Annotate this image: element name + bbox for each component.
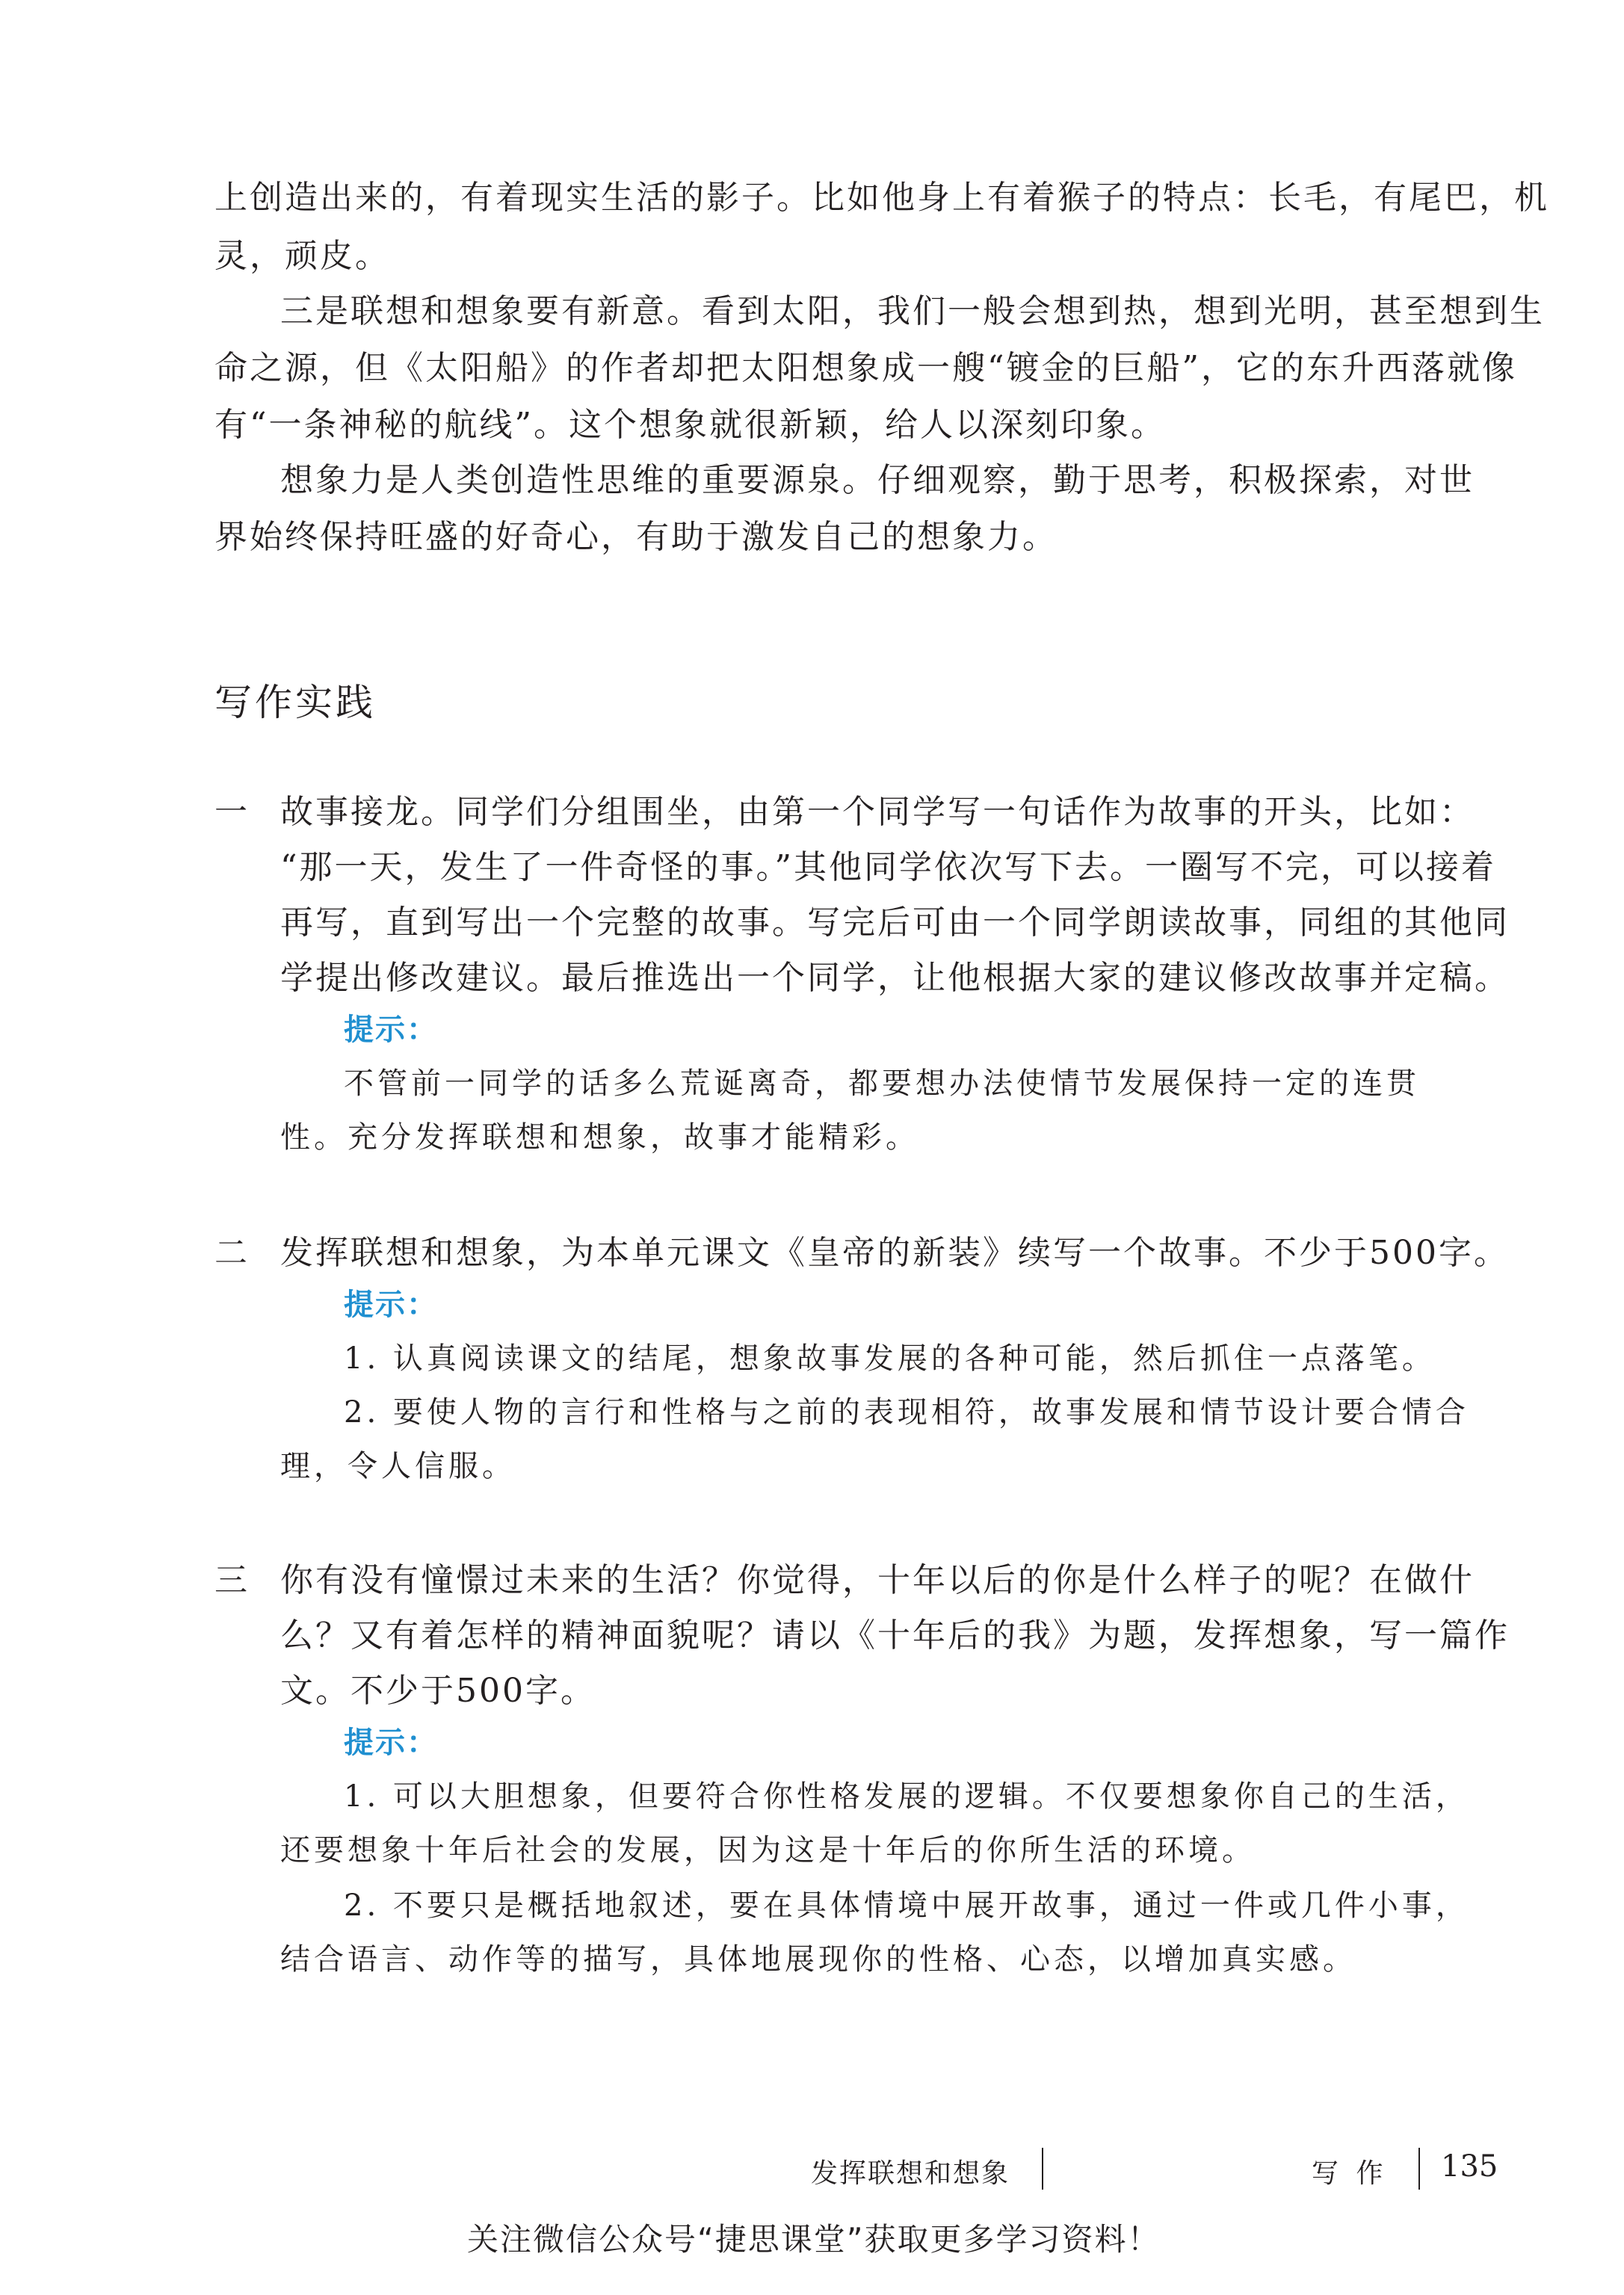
item-1-hint-line-2: 性。充分发挥联想和想象，故事才能精彩。 [280,1120,919,1155]
section-heading: 写作实践 [214,681,376,724]
intro-line-2: 灵，顽皮。 [214,237,390,275]
item-3-hint-label: 提示： [344,1726,438,1760]
intro-line-3: 三是联想和想象要有新意。看到太阳，我们一般会想到热，想到光明，甚至想到生 [280,292,1545,330]
item-1-line-2: “那一天，发生了一件奇怪的事。”其他同学依次写下去。一圈写不完，可以接着 [280,848,1496,886]
footer-section: 写 作 [1312,2158,1388,2189]
item-3-line-1: 你有没有憧憬过未来的生活？你觉得，十年以后的你是什么样子的呢？在做什 [280,1561,1475,1599]
item-3-number: 三 [214,1561,250,1599]
item-2-hint-line-3: 理，令人信服。 [280,1449,516,1483]
footer-watermark: 关注微信公众号“捷思课堂”获取更多学习资料！ [467,2221,1161,2258]
item-2-hint-label: 提示： [344,1288,438,1322]
item-1-line-1: 故事接龙。同学们分组围坐，由第一个同学写一句话作为故事的开头，比如： [280,793,1475,831]
item-3-hint-line-4: 结合语言、动作等的描写，具体地展现你的性格、心态，以增加真实感。 [280,1942,1356,1977]
item-2-hint-line-2: 2. 要使人物的言行和性格与之前的表现相符，故事发展和情节设计要合情合 [344,1395,1469,1430]
item-1-number: 一 [214,793,250,831]
item-1-line-3: 再写，直到写出一个完整的故事。写完后可由一个同学朗读故事，同组的其他同 [280,904,1510,942]
intro-line-5: 有“一条神秘的航线”。这个想象就很新颖，给人以深刻印象。 [214,406,1166,444]
item-3-hint-line-3: 2. 不要只是概括地叙述，要在具体情境中展开故事，通过一件或几件小事， [344,1888,1469,1923]
item-3-line-3: 文。不少于500字。 [280,1672,596,1710]
item-3-hint-line-1: 1. 可以大胆想象，但要符合你性格发展的逻辑。不仅要想象你自己的生活， [344,1779,1469,1814]
footer-divider-1 [1042,2148,1043,2190]
intro-line-6: 想象力是人类创造性思维的重要源泉。仔细观察，勤于思考，积极探索，对世 [280,461,1475,499]
page-number: 135 [1441,2149,1498,2184]
item-1-line-4: 学提出修改建议。最后推选出一个同学，让他根据大家的建议修改故事并定稿。 [280,959,1510,997]
item-2-number: 二 [214,1234,250,1272]
item-1-hint-label: 提示： [344,1013,438,1047]
intro-line-1: 上创造出来的，有着现实生活的影子。比如他身上有着猴子的特点：长毛，有尾巴，机 [214,179,1549,217]
intro-line-4: 命之源，但《太阳船》的作者却把太阳想象成一艘“镀金的巨船”，它的东升西落就像 [214,349,1517,387]
intro-line-7: 界始终保持旺盛的好奇心，有助于激发自己的想象力。 [214,518,1058,556]
footer-unit-title: 发挥联想和想象 [811,2158,1010,2189]
item-2-line-1: 发挥联想和想象，为本单元课文《皇帝的新装》续写一个故事。不少于500字。 [280,1234,1509,1272]
item-2-hint-line-1: 1. 认真阅读课文的结尾，想象故事发展的各种可能，然后抓住一点落笔。 [344,1341,1436,1376]
item-3-hint-line-2: 还要想象十年后社会的发展，因为这是十年后的你所生活的环境。 [280,1833,1256,1868]
footer-divider-2 [1418,2148,1420,2190]
item-1-hint-line-1: 不管前一同学的话多么荒诞离奇，都要想办法使情节发展保持一定的连贯 [344,1066,1420,1101]
item-3-line-2: 么？又有着怎样的精神面貌呢？请以《十年后的我》为题，发挥想象，写一篇作 [280,1616,1510,1655]
